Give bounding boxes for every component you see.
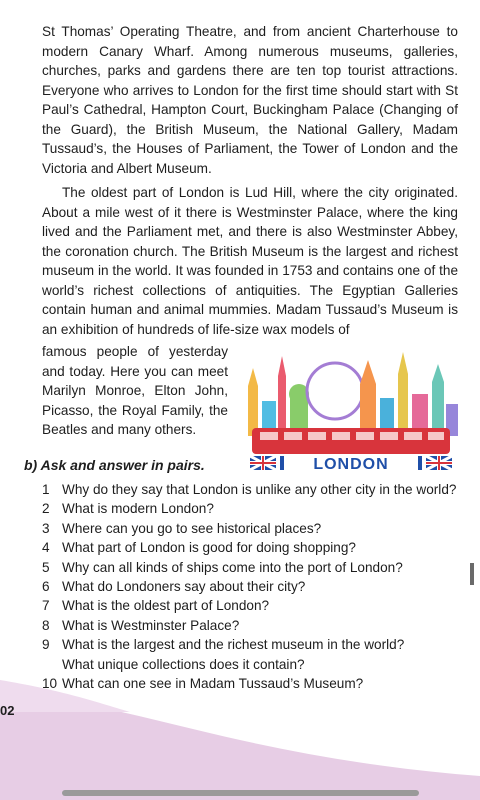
question-text: [62, 519, 321, 538]
question-item: [42, 577, 462, 596]
paragraph-oldest-part: The oldest part of London is Lud Hill, where the city originated. About a mile west of it there is Westminster Palace, where the king lived and the Parliament met, and there is also Westminster Abbey, the coronation church. The British Museum is the largest and richest museum in the world. It was founded in 1753 and contains one of the world’s richest collections of antiquities. The Egyptian Galleries contain human and animal mummies. Madam Tussaud’s Museum is an exhibition of hundreds of life-size wax models of: [42, 185, 458, 337]
question-text: [62, 480, 456, 499]
question-number: 5: [42, 559, 50, 575]
question-number: 3: [42, 520, 50, 536]
question-text: [62, 635, 404, 674]
question-line: What is the largest and the richest museum in the world?: [62, 637, 405, 653]
question-list: [42, 480, 462, 693]
question-text: [62, 674, 363, 693]
question-item: [42, 674, 462, 693]
question-item: [42, 558, 462, 577]
question-line: What is the oldest part of London?: [62, 598, 270, 614]
question-line: What do Londoners say about their city?: [62, 579, 306, 595]
union-jack-left-icon: [250, 456, 276, 470]
question-text: [62, 577, 305, 596]
london-skyline-illustration: [240, 346, 462, 474]
question-item: [42, 480, 462, 499]
question-line: What can one see in Madam Tussaud’s Museum?: [62, 676, 364, 692]
question-line: What part of London is good for doing shopping?: [62, 540, 356, 556]
question-number: 6: [42, 579, 50, 595]
question-number: 7: [42, 598, 50, 614]
question-item: [42, 519, 462, 538]
question-number: 8: [42, 617, 50, 633]
question-line: What is modern London?: [62, 501, 214, 517]
question-line: What is Westminster Palace?: [62, 617, 240, 633]
question-item: [42, 616, 462, 635]
question-number: 9: [42, 637, 50, 653]
question-line-continued: What unique collections does it contain?: [62, 656, 305, 672]
question-text: [62, 499, 214, 518]
question-number: 4: [42, 540, 50, 556]
horizontal-scrollbar[interactable]: [62, 790, 419, 796]
paragraph-attractions: St Thomas’ Operating Theatre, and from ancient Charterhouse to modern Canary Wharf. Among numerous museums, galleries, churches, parks and gardens there are ten top tourist attractions. Everyone who arrives to London for the first time should start with St Paul’s Cathedral, Hampton Court, Buckingham Palace (Changing of the Guard), the British Museum, the National Gallery, Madam Tussaud’s, the Houses of Parliament, the Tower of London and the Victoria and Albert Museum.: [42, 24, 458, 176]
london-banner-text: LONDON: [313, 456, 389, 473]
question-line: Why do they say that London is unlike any other city in the world?: [62, 482, 457, 497]
page-number: 02: [0, 703, 15, 718]
question-text: [62, 538, 356, 557]
section-b-heading: b) Ask and answer in pairs.: [24, 457, 205, 473]
union-jack-right-icon: [426, 456, 452, 470]
margin-marker: [470, 563, 474, 585]
question-item: [42, 538, 462, 557]
question-text: [62, 558, 403, 577]
question-number: 2: [42, 501, 50, 517]
question-line: Where can you go to see historical places?: [62, 520, 322, 536]
question-item: [42, 499, 462, 518]
question-number: 10: [42, 676, 58, 692]
question-number: 1: [42, 482, 50, 497]
question-line: Why can all kinds of ships come into the port of London?: [62, 559, 403, 575]
question-text: [62, 596, 269, 615]
paragraph-wax-models: famous people of yesterday and today. Here you can meet Marilyn Monroe, Elton John, Picasso, the Royal Family, the Beatles and many others.: [42, 344, 228, 437]
question-item: [42, 596, 462, 615]
question-item: [42, 635, 462, 674]
question-text: [62, 616, 239, 635]
